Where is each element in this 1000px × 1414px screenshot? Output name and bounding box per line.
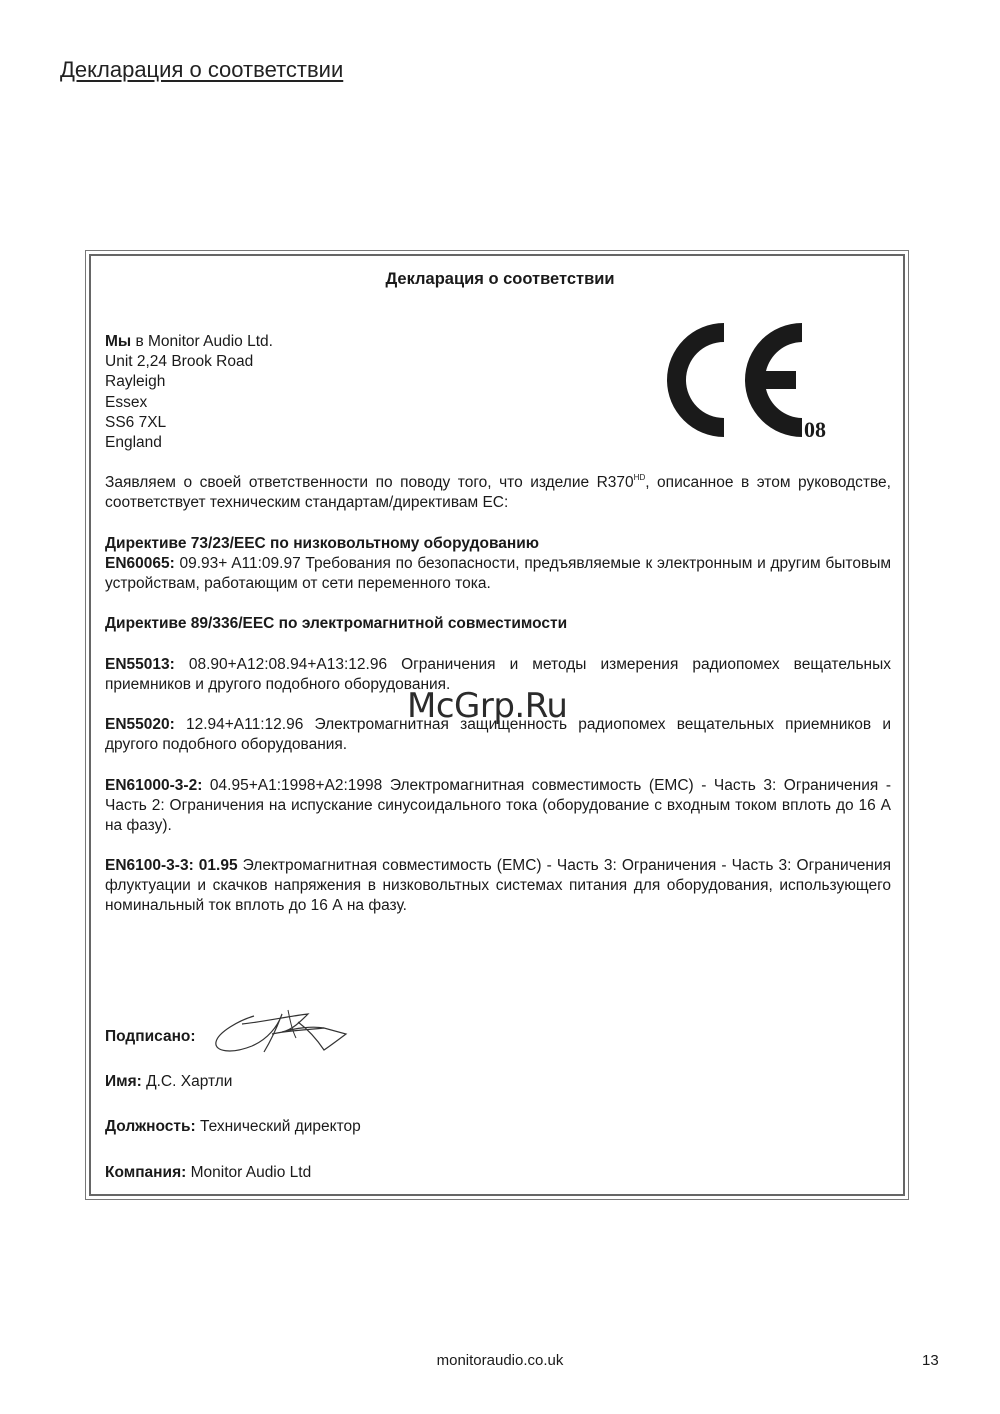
signatory-name: Имя: Д.С. Хартли — [105, 1073, 233, 1090]
standard-en60065: EN60065: 09.93+ A11:09.97 Требования по безопасности, предъявляемые к электронным и другим бытовым устройствам, работающим от сети переменного тока. — [105, 555, 891, 593]
page-title: Декларация о соответствии — [60, 57, 344, 82]
address-line: Unit 2,24 Brook Road — [105, 353, 254, 371]
footer-url: monitoraudio.co.uk — [436, 1352, 564, 1369]
ce-year: 08 — [804, 417, 826, 442]
address-line: SS6 7XL — [105, 413, 167, 431]
standard-en55020: EN55020: 12.94+A11:12.96 Электромагнитная защищенность радиопомех вещательных приемников и другого подобного оборудования. — [105, 716, 891, 754]
address-line: Essex — [105, 393, 148, 411]
signature — [212, 1002, 352, 1058]
address-line: Rayleigh — [105, 373, 166, 391]
signatory-position: Должность: Технический директор — [105, 1118, 361, 1135]
watermark: McGrp.Ru — [407, 686, 568, 726]
standard-en55013: EN55013: 08.90+A12:08.94+A13:12.96 Ограничения и методы измерения радиопомех вещательных приемников и другого подобного оборудования. — [105, 656, 891, 694]
page-number: 13 — [922, 1352, 939, 1369]
declaration-title: Декларация о соответствии — [385, 270, 615, 288]
directive-lowvoltage-heading: Директиве 73/23/EEC по низковольтному оборудованию — [105, 535, 540, 552]
signatory-company: Компания: Monitor Audio Ltd — [105, 1164, 312, 1181]
address-line: England — [105, 434, 162, 452]
company-address — [105, 332, 435, 453]
directive-emc-heading: Директиве 89/336/EEC по электромагнитной совместимости — [105, 615, 568, 632]
standard-en6100-3-3: EN6100-3-3: 01.95 Электромагнитная совместимость (EMC) - Часть 3: Ограничения - Часть 3: Ограничения флуктуации и скачков напряжения в низковольтных системах питания для оборудования, использующего номинальный ток вплоть до 16 А на фазу. — [105, 857, 892, 915]
ce-letter-c — [667, 323, 724, 437]
ce-letter-e — [745, 323, 802, 437]
model-superscript: HD — [633, 473, 646, 482]
we-rest: в Monitor Audio Ltd. — [135, 333, 273, 350]
we-label: Мы — [105, 333, 132, 350]
conformity-statement: Заявляем о своей ответственности по поводу того, что изделие $R370^{HD}$, описанное в этом руководстве, соответствует техническим стандартам/директивам ЕС: — [105, 473, 891, 512]
standard-en61000-3-2: EN61000-3-2: 04.95+A1:1998+A2:1998 Электромагнитная совместимость (EMC) - Часть 3: Ограничения - Часть 2: Ограничения на испускание синусоидального тока (оборудование с входным током вплоть до 16 А на фазу). — [105, 777, 891, 835]
signed-label: Подписано: — [105, 1028, 196, 1045]
ce-mark-logo — [634, 315, 840, 445]
